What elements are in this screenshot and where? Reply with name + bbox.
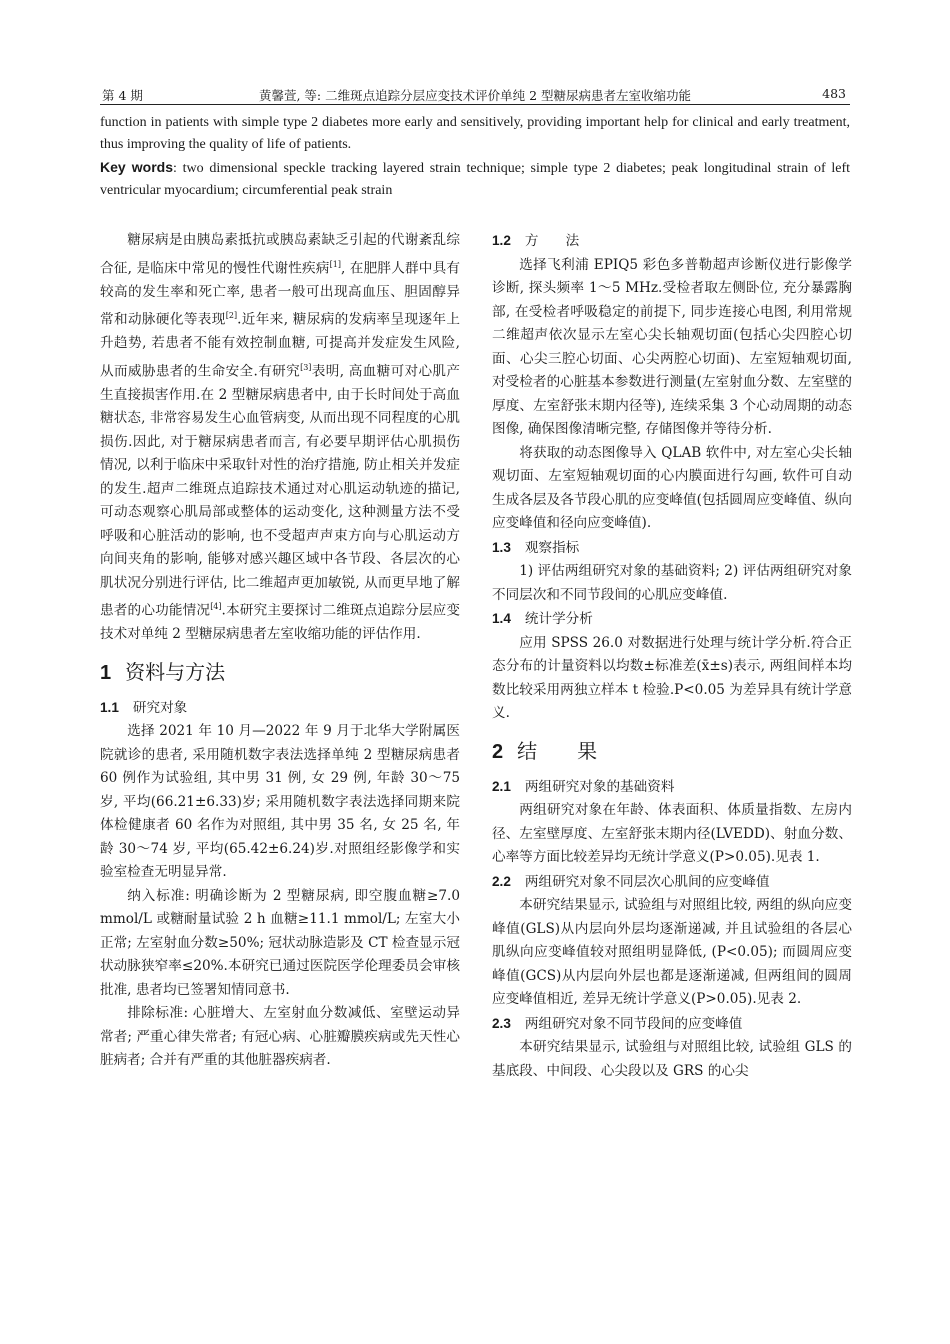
method-paragraph-1: 选择飞利浦 EPIQ5 彩色多普勒超声诊断仪进行影像学诊断, 探头频率 1～5 MHz.受检者取左侧卧位, 充分暴露胸部, 在受检者呼吸稳定的前提下, 同步连接心电图, 利用常规二维超声依次显示左室心尖长轴观切面(包括心尖四腔心切面、心尖三腔心切面、心尖两腔心切面)、左室短轴观切面, 对受检者的心脏基本参数进行测量(左室射血分数、左室壁的厚度、左室舒张末期内径等), 连续采集 3 个心动周期的动态图像, 确保图像清晰完整, 存储图像并等待分析. <box>492 256 852 437</box>
result-paragraph-3: 本研究结果显示, 试验组与对照组比较, 试验组 GLS 的基底段、中间段、心尖段以及 GRS 的心尖 <box>492 1039 852 1079</box>
abstract-block <box>100 112 850 202</box>
running-title: 黄馨萱, 等: 二维斑点追踪分层应变技术评价单纯 2 型糖尿病患者左室收缩功能 <box>258 88 692 103</box>
left-column <box>100 229 460 1073</box>
ref-4: [4] <box>210 602 222 612</box>
section-2-3-heading: 2.3 两组研究对象不同节段间的应变峰值 <box>492 1015 743 1032</box>
section-1-1-heading: 1.1 研究对象 <box>100 699 188 716</box>
ref-1: [1] <box>329 259 341 269</box>
result-paragraph-2: 本研究结果显示, 试验组与对照组比较, 两组的纵向应变峰值(GLS)从内层向外层均逐渐递减, 并且试验组的各层心肌纵向应变峰值较对照组明显降低, (P<0.05); 而圆周应变峰值(GCS)从内层向外层也都是逐渐递减, 但两组间的圆周应变峰值相近, 差异无统计学意义(P>0.05).见表 2. <box>492 897 852 1007</box>
intro-paragraph: 糖尿病是由胰岛素抵抗或胰岛素缺乏引起的代谢紊乱综合征, 是临床中常见的慢性代谢性疾病[1], 在肥胖人群中具有较高的发生率和死亡率, 患者一般可出现高血压、胆固醇异常和动脉硬化等表现[2].近年来, 糖尿病的发病率呈现逐年上升趋势, 若患者不能有效控制血糖, 可提高并发症发生风险, 从而威胁患者的生命安全.有研究[3]表明, 高血糖可对心肌产生直接损害作用.在 2 型糖尿病患者中, 由于长时间处于高血糖状态, 非常容易发生心血管病变, 从而出现不同程度的心肌损伤.因此, 对于糖尿病患者而言, 有必要早期评估心肌损伤情况, 以利于临床中采取针对性的治疗措施, 防止相关并发症的发生.超声二维斑点追踪技术通过对心肌运动轨迹的描记, 可动态观察心肌局部或整体的运动变化, 这种测量方法不受呼吸和心脏活动的影响, 也不受超声声束方向与心肌运动方向间夹角的影响, 能够对感兴趣区域中各节段、各层次的心肌状况分别进行评估, 比二维超声更加敏锐, 从而更早地了解患者的心功能情况[4].本研究主要探讨二维斑点追踪分层应变技术对单纯 2 型糖尿病患者左室收缩功能的评估作用. <box>100 232 461 643</box>
right-column <box>492 229 852 1083</box>
keywords <box>100 156 850 202</box>
method-paragraph-2: 将获取的动态图像导入 QLAB 软件中, 对左室心尖长轴观切面、左室短轴观切面的心内膜面进行勾画, 软件可自动生成各层及各节段心肌的应变峰值(包括圆周应变峰值、纵向应变峰值和径向应变峰值). <box>492 444 852 531</box>
observation-paragraph: 1) 评估两组研究对象的基础资料; 2) 评估两组研究对象不同层次和不同节段间的心肌应变峰值. <box>492 563 852 603</box>
section-2-2-heading: 2.2 两组研究对象不同层次心肌间的应变峰值 <box>492 873 770 890</box>
issue-number: 第 4 期 <box>102 88 143 103</box>
inclusion-paragraph: 纳入标准: 明确诊断为 2 型糖尿病, 即空腹血糖≥7.0 mmol/L 或糖耐量试验 2 h 血糖≥11.1 mmol/L; 左室大小正常; 左室射血分数≥50%; 冠状动脉造影及 CT 检查显示冠状动脉狭窄率≤20%.本研究已通过医院医学伦理委员会审核批准, 患者均已签署知情同意书. <box>100 887 460 998</box>
result-paragraph-1: 两组研究对象在年龄、体表面积、体质量指数、左房内径、左室壁厚度、左室舒张末期内径(LVEDD)、射血分数、心率等方面比较差异均无统计学意义(P>0.05).见表 1. <box>492 802 852 865</box>
running-header <box>100 84 850 105</box>
section-2-heading: 2 结 果 <box>492 738 598 763</box>
page-number: 483 <box>822 86 846 101</box>
exclusion-paragraph: 排除标准: 心脏增大、左室射血分数减低、室壁运动异常者; 严重心律失常者; 有冠心病、心脏瓣膜疾病或先天性心脏病者; 合并有严重的其他脏器疾病者. <box>100 1005 460 1069</box>
abstract-continuation: function in patients with simple type 2 diabetes more early and sensitively, providing important help for clinical and early treatment, thus improving the quality of life of patients. <box>100 115 850 152</box>
section-1-heading: 1 资料与方法 <box>100 659 226 684</box>
section-2-1-heading: 2.1 两组研究对象的基础资料 <box>492 778 675 795</box>
ref-2: [2] <box>225 311 238 321</box>
statistics-paragraph: 应用 SPSS 26.0 对数据进行处理与统计学分析.符合正态分布的计量资料以均数±标准差(x̄±s)表示, 两组间样本均数比较采用两独立样本 t 检验.P<0.05 为差异具有统计学意义. <box>492 634 852 721</box>
section-1-3-heading: 1.3 观察指标 <box>492 539 580 556</box>
keywords-label: Key words <box>100 159 174 175</box>
ref-3: [3] <box>300 362 312 372</box>
subjects-paragraph: 选择 2021 年 10 月—2022 年 9 月于北华大学附属医院就诊的患者, 采用随机数字表法选择单纯 2 型糖尿病患者 60 例作为试验组, 其中男 31 例, 女 29 例, 年龄 30～75 岁, 平均(66.21±6.33)岁; 采用随机数字表法选择同期来院体检健康者 60 名作为对照组, 其中男 35 名, 女 25 名, 年龄 30～74 岁, 平均(65.42±6.24)岁.对照组经影像学和实验室检查无明显异常. <box>100 723 460 881</box>
section-1-2-heading: 1.2 方 法 <box>492 233 580 249</box>
section-1-4-heading: 1.4 统计学分析 <box>492 611 593 627</box>
keywords-text: : two dimensional speckle tracking layered strain technique; simple type 2 diabetes; peak longitudinal strain of left ventricular myocardium; circumferential peak strain <box>100 161 851 198</box>
